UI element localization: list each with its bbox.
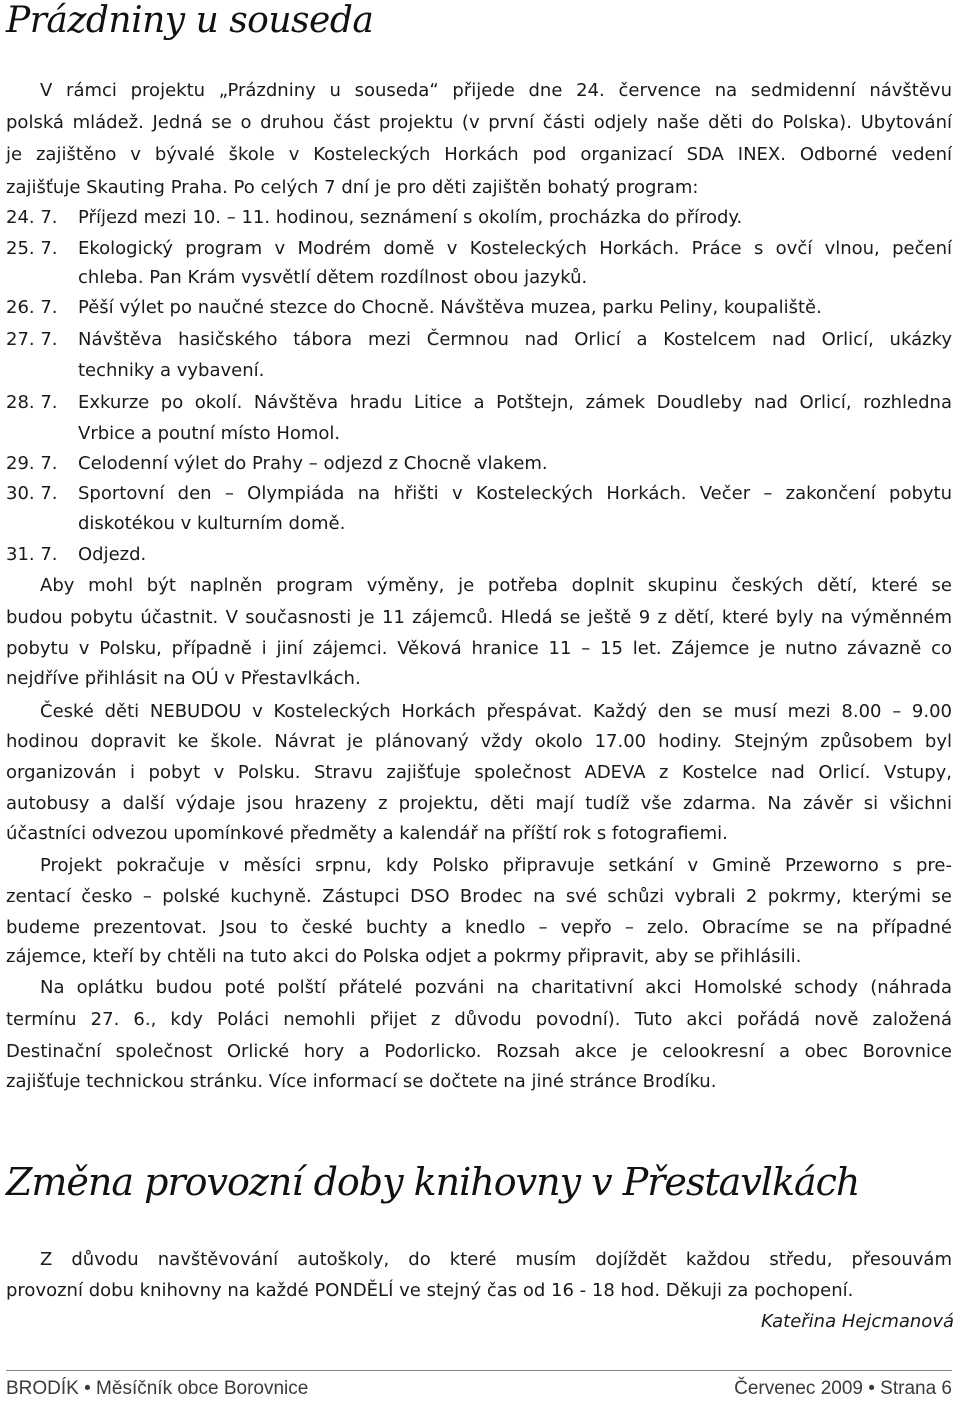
program-date: 24. 7. <box>6 207 58 228</box>
body-line: autobusy a další výdaje jsou hrazeny z projektu, děti mají tudíž vše zdarma. Na závěr si všichni <box>6 793 952 814</box>
notice-line: provozní dobu knihovny na každé PONDĚLÍ ve stejný čas od 16 - 18 hod. Děkuji za pochopení. <box>6 1280 854 1301</box>
program-date: 30. 7. <box>6 483 58 504</box>
footer-publication: BRODÍK • Měsíčník obce Borovnice <box>6 1378 309 1399</box>
program-entry: diskotékou v kulturním domě. <box>78 513 346 534</box>
program-entry: Exkurze po okolí. Návštěva hradu Litice a Potštejn, zámek Doudleby nad Orlicí, rozhledna <box>78 392 952 413</box>
body-line: hodinou dopravit ke škole. Návrat je plánovaný vždy okolo 17.00 hodiny. Stejným způsobem byl <box>6 731 952 752</box>
article-title-library: Změna provozní doby knihovny v Přestavlkách <box>6 1160 860 1204</box>
program-date: 27. 7. <box>6 329 58 350</box>
program-entry: Sportovní den – Olympiáda na hřišti v Kosteleckých Horkách. Večer – zakončení pobytu <box>78 483 952 504</box>
footer-issue-page: Červenec 2009 • Strana 6 <box>734 1378 952 1399</box>
body-line: Projekt pokračuje v měsíci srpnu, kdy Polsko připravuje setkání v Gmině Przeworno s pre- <box>40 855 952 876</box>
program-entry: Odjezd. <box>78 544 147 565</box>
body-line: zájemce, kteří by chtěli na tuto akci do Polska odjet a pokrmy připravit, aby se přihlásili. <box>6 946 802 967</box>
program-date: 31. 7. <box>6 544 58 565</box>
body-line: pobytu v Polsku, případně i jiní zájemci. Věková hranice 11 – 15 let. Zájemce je nutno závazně co <box>6 638 952 659</box>
body-line: nejdříve přihlásit na OÚ v Přestavlkách. <box>6 668 361 689</box>
body-line: budeme prezentovat. Jsou to české buchty a knedlo – vepřo – zelo. Obracíme se na případné <box>6 917 952 938</box>
body-line: budou pobytu účastnit. V současnosti je 11 zájemců. Hledá se ještě 9 z dětí, které byly na výměnném <box>6 607 952 628</box>
body-line: zentací česko – polské kuchyně. Zástupci DSO Brodec na své schůzi vybrali 2 pokrmy, kterými se <box>6 886 952 907</box>
body-line: Destinační společnost Orlické hory a Podorlicko. Rozsah akce je celookresní a obec Borovnice <box>6 1041 952 1062</box>
program-entry: Návštěva hasičského tábora mezi Čermnou nad Orlicí a Kostelcem nad Orlicí, ukázky <box>78 329 952 350</box>
program-date: 28. 7. <box>6 392 58 413</box>
intro-line: V rámci projektu „Prázdniny u souseda“ přijede dne 24. července na sedmidenní návštěvu <box>40 80 952 101</box>
program-entry: Ekologický program v Modrém domě v Kosteleckých Horkách. Práce s ovčí vlnou, pečení <box>78 238 952 259</box>
program-date: 29. 7. <box>6 453 58 474</box>
program-entry: Celodenní výlet do Prahy – odjezd z Chocně vlakem. <box>78 453 548 474</box>
body-line: účastníci odvezou upomínkové předměty a kalendář na příští rok s fotografiemi. <box>6 823 728 844</box>
notice-line: Z důvodu navštěvování autoškoly, do které musím dojíždět každou středu, přesouvám <box>40 1249 952 1270</box>
footer-divider <box>6 1370 952 1371</box>
article-title-holidays: Prázdniny u souseda <box>6 0 374 41</box>
author-signature: Kateřina Hejcmanová <box>760 1311 954 1332</box>
program-entry: techniky a vybavení. <box>78 360 265 381</box>
body-line: organizován i pobyt v Polsku. Stravu zajišťuje společnost ADEVA z Kostelce nad Orlicí. Vstupy, <box>6 762 952 783</box>
body-line: České děti NEBUDOU v Kosteleckých Horkách přespávat. Každý den se musí mezi 8.00 – 9.00 <box>40 701 952 722</box>
intro-line: polská mládež. Jedná se o druhou část projektu (v první části odjely naše děti do Polska). Ubytování <box>6 112 952 133</box>
program-date: 25. 7. <box>6 238 58 259</box>
body-line: Aby mohl být naplněn program výměny, je potřeba doplnit skupinu českých dětí, které se <box>40 575 952 596</box>
program-entry: Vrbice a poutní místo Homol. <box>78 423 341 444</box>
program-entry: Pěší výlet po naučné stezce do Chocně. Návštěva muzea, parku Peliny, koupaliště. <box>78 297 822 318</box>
program-entry: Příjezd mezi 10. – 11. hodinou, seznámení s okolím, procházka do přírody. <box>78 207 743 228</box>
body-line: Na oplátku budou poté polští přátelé pozváni na charitativní akci Homolské schody (náhrada <box>40 977 952 998</box>
program-date: 26. 7. <box>6 297 58 318</box>
intro-line: zajišťuje Skauting Praha. Po celých 7 dní je pro děti zajištěn bohatý program: <box>6 177 699 198</box>
program-entry: chleba. Pan Krám vysvětlí dětem rozdílnost obou jazyků. <box>78 267 588 288</box>
body-line: termínu 27. 6., kdy Poláci nemohli přijet z důvodu povodní). Tuto akci pořádá nově založená <box>6 1009 952 1030</box>
body-line: zajišťuje technickou stránku. Více informací se dočtete na jiné stránce Brodíku. <box>6 1071 717 1092</box>
intro-line: je zajištěno v bývalé škole v Kosteleckých Horkách pod organizací SDA INEX. Odborné vedení <box>6 144 952 165</box>
